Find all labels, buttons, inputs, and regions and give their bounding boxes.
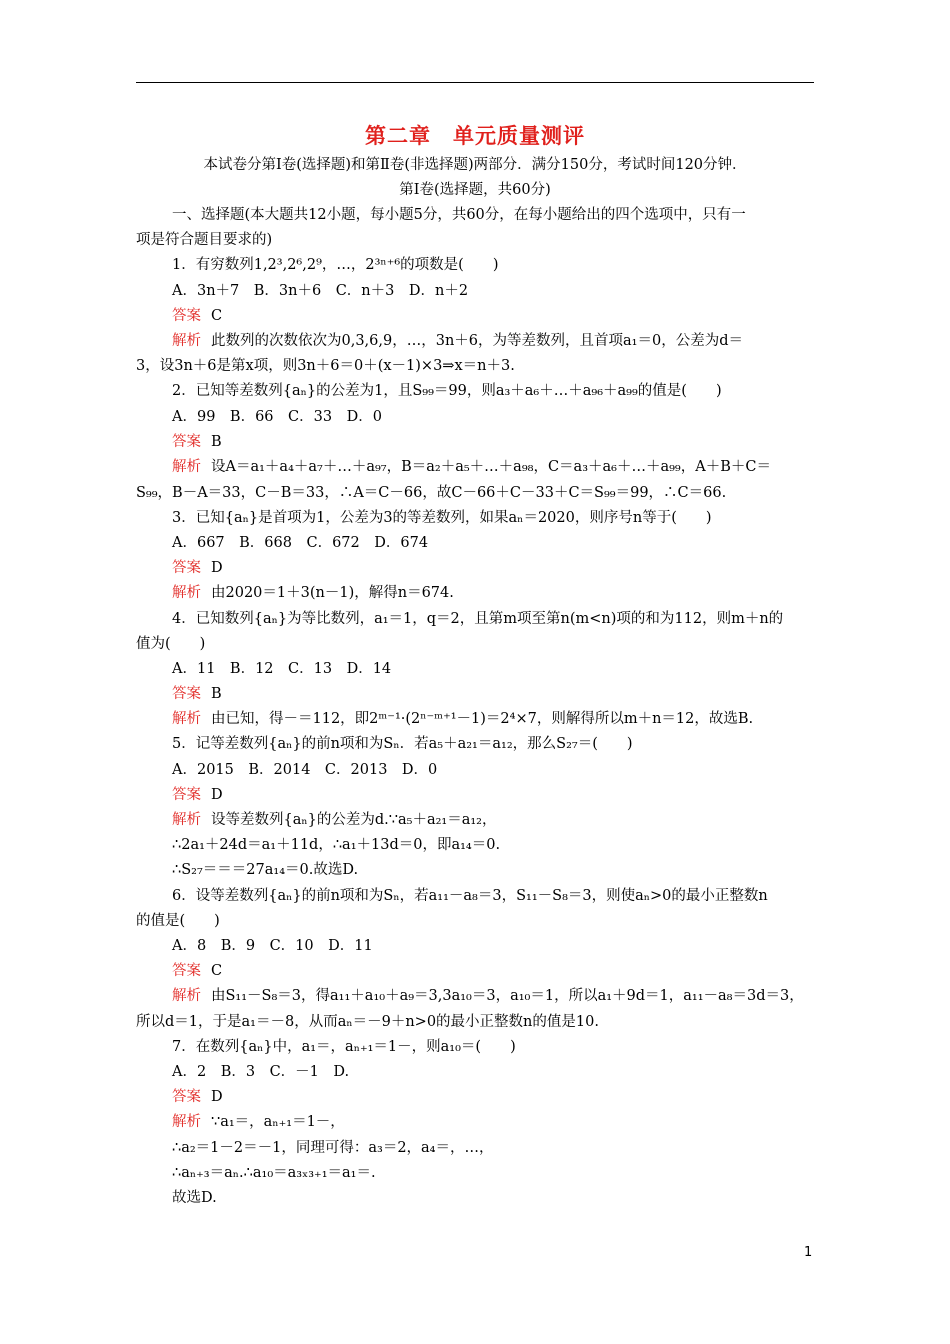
q7-options: A．2 B．3 C．－1 D. [172, 1064, 350, 1080]
q7-analysis [172, 1113, 852, 1131]
analysis-label: 解析 [172, 459, 201, 475]
q6-stem-cont: 的值是( ) [136, 913, 220, 929]
section1-instruction-cont: 项是符合题目要求的) [136, 232, 273, 248]
q1-analysis [172, 332, 852, 350]
q6-answer-value: C [211, 963, 223, 979]
q6-analysis-text: 由S₁₁－S₈＝3，得a₁₁＋a₁₀＋a₉＝3,3a₁₀＝3，a₁₀＝1，所以a₁＋9d＝1，a₁₁－a₈＝3d＝3， [211, 988, 804, 1004]
answer-label: 答案 [172, 963, 201, 979]
q4-analysis [172, 710, 852, 728]
q1-analysis-cont: 3，设3n＋6是第x项，则3n＋6＝0＋(x－1)×3⇒x＝n＋3. [136, 358, 515, 374]
q6-analysis [172, 987, 852, 1005]
q2-stem: 2．已知等差数列{aₙ}的公差为1，且S₉₉＝99，则a₃＋a₆＋…＋a₉₆＋a₉₉的值是( ) [172, 383, 722, 399]
part1-header: 第Ⅰ卷(选择题，共60分) [399, 182, 551, 198]
q2-answer-value: B [211, 434, 222, 450]
q3-analysis [172, 584, 852, 602]
q6-analysis-cont: 所以d＝1，于是a₁＝－8，从而aₙ＝－9＋n>0的最小正整数n的值是10. [136, 1014, 599, 1030]
q7-analysis-step3: ∴aₙ₊₃＝aₙ.∴a₁₀＝a₃ₓ₃₊₁＝a₁＝. [172, 1165, 376, 1181]
answer-label: 答案 [172, 560, 201, 576]
answer-label: 答案 [172, 1089, 201, 1105]
q5-options: A．2015 B．2014 C．2013 D．0 [172, 762, 438, 778]
q2-analysis [172, 458, 852, 476]
q2-options: A．99 B．66 C．33 D．0 [172, 409, 382, 425]
q1-analysis-text: 此数列的次数依次为0,3,6,9，…，3n＋6，为等差数列，且首项a₁＝0，公差为d＝ [211, 333, 743, 349]
q4-answer-value: B [211, 686, 222, 702]
analysis-label: 解析 [172, 711, 201, 727]
q2-analysis-cont: S₉₉，B－A＝33，C－B＝33，∴A＝C－66，故C－66＋C－33＋C＝S₉₉＝99，∴C＝66. [136, 485, 727, 501]
q4-answer [172, 685, 852, 703]
q3-answer [172, 559, 852, 577]
q7-answer-value: D [211, 1089, 223, 1105]
page-number: 1 [804, 1245, 813, 1260]
q5-analysis-text: 设等差数列{aₙ}的公差为d.∵a₅＋a₂₁＝a₁₂， [211, 812, 497, 828]
q3-stem: 3．已知{aₙ}是首项为1，公差为3的等差数列，如果aₙ＝2020，则序号n等于( ) [172, 510, 712, 526]
q7-stem: 7．在数列{aₙ}中，a₁＝，aₙ₊₁＝1－，则a₁₀＝( ) [172, 1039, 516, 1055]
q5-answer-value: D [211, 787, 223, 803]
q4-options: A．11 B．12 C．13 D．14 [172, 661, 392, 677]
q1-answer [172, 307, 852, 325]
q3-options: A．667 B．668 C．672 D．674 [172, 535, 429, 551]
q6-stem: 6．设等差数列{aₙ}的前n项和为Sₙ，若a₁₁－a₈＝3，S₁₁－S₈＝3，则使aₙ>0的最小正整数n [172, 888, 768, 904]
answer-label: 答案 [172, 787, 201, 803]
q5-answer [172, 786, 852, 804]
q2-answer [172, 433, 852, 451]
answer-label: 答案 [172, 434, 201, 450]
chapter-title: 第二章 单元质量测评 [365, 124, 585, 148]
q1-options: A．3n＋7 B．3n＋6 C．n＋3 D．n＋2 [172, 283, 469, 299]
q4-stem: 4．已知数列{aₙ}为等比数列，a₁＝1，q＝2，且第m项至第n(m<n)项的和为112，则m＋n的 [172, 611, 784, 627]
analysis-label: 解析 [172, 812, 201, 828]
q4-analysis-text: 由已知，得－＝112，即2ᵐ⁻¹·(2ⁿ⁻ᵐ⁺¹－1)＝2⁴×7，则解得所以m＋n＝12，故选B. [211, 711, 754, 727]
q7-conclusion: 故选D. [172, 1190, 217, 1206]
q5-analysis [172, 811, 852, 829]
answer-label: 答案 [172, 686, 201, 702]
q1-answer-value: C [211, 308, 223, 324]
q7-answer [172, 1088, 852, 1106]
section1-instruction: 一、选择题(本大题共12小题，每小题5分，共60分，在每小题给出的四个选项中，只有一 [172, 207, 746, 223]
q6-options: A．8 B．9 C．10 D．11 [172, 938, 373, 954]
analysis-label: 解析 [172, 1114, 201, 1130]
q7-analysis-step2: ∴a₂＝1－2＝－1，同理可得：a₃＝2，a₄＝，…， [172, 1140, 494, 1156]
q5-stem: 5．记等差数列{aₙ}的前n项和为Sₙ．若a₅＋a₂₁＝a₁₂，那么S₂₇＝( ) [172, 736, 633, 752]
q7-analysis-text: ∵a₁＝，aₙ₊₁＝1－， [211, 1114, 345, 1130]
q6-answer [172, 962, 852, 980]
q1-stem: 1．有穷数列1,2³,2⁶,2⁹，…，2³ⁿ⁺⁶的项数是( ) [172, 257, 499, 273]
analysis-label: 解析 [172, 988, 201, 1004]
q5-analysis-step2: ∴2a₁＋24d＝a₁＋11d，∴a₁＋13d＝0，即a₁₄＝0. [172, 837, 501, 853]
exam-intro: 本试卷分第Ⅰ卷(选择题)和第Ⅱ卷(非选择题)两部分．满分150分，考试时间120分钟． [203, 157, 747, 173]
q3-answer-value: D [211, 560, 223, 576]
answer-label: 答案 [172, 308, 201, 324]
q3-analysis-text: 由2020＝1＋3(n－1)，解得n＝674. [211, 585, 454, 601]
q2-analysis-text: 设A＝a₁＋a₄＋a₇＋…＋a₉₇，B＝a₂＋a₅＋…＋a₉₈，C＝a₃＋a₆＋…＋a₉₉，A＋B＋C＝ [211, 459, 771, 475]
q4-stem-cont: 值为( ) [136, 636, 206, 652]
analysis-label: 解析 [172, 585, 201, 601]
analysis-label: 解析 [172, 333, 201, 349]
q5-analysis-step3: ∴S₂₇＝＝＝27a₁₄＝0.故选D. [172, 862, 359, 878]
header-rule [136, 82, 814, 83]
